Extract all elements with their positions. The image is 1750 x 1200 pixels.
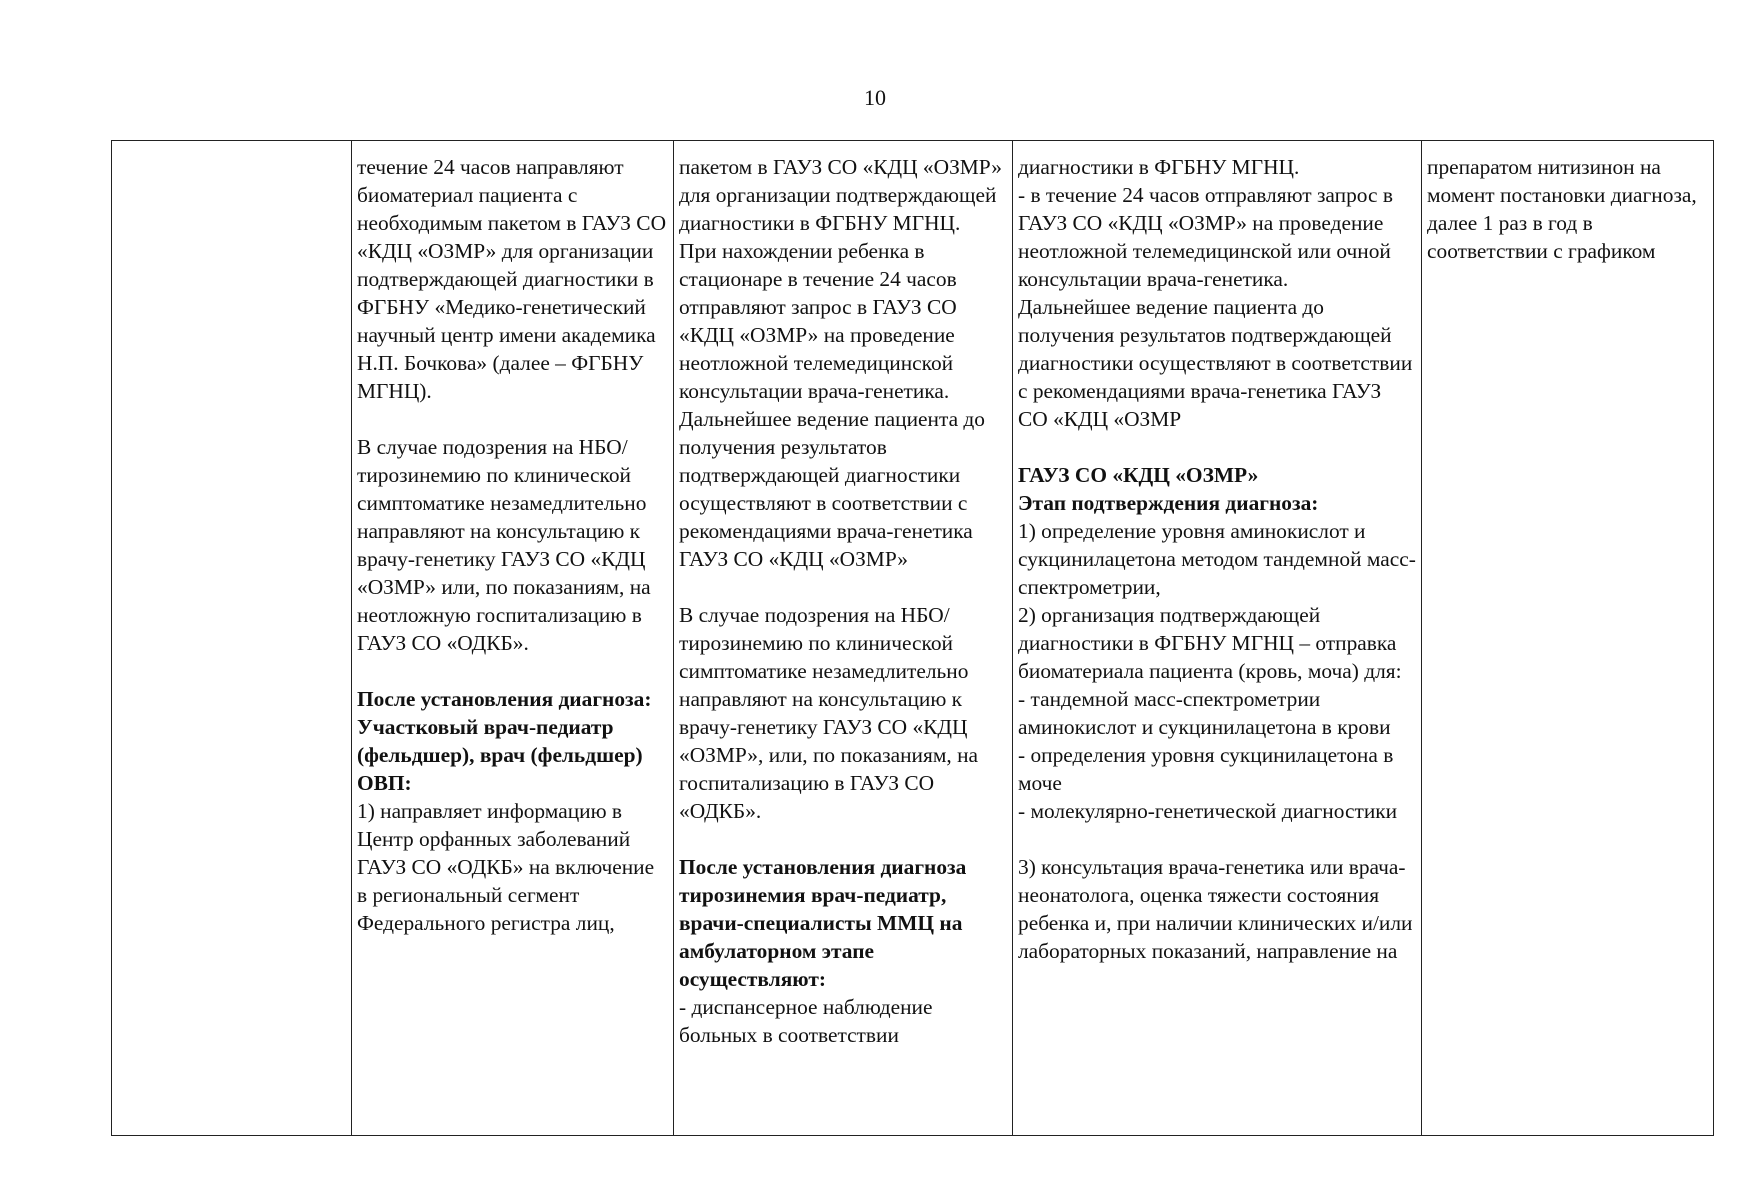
bold-heading: После установления диагноза тирозинемия врач-педиатр, врачи-специалисты ММЦ на амбулаторном этапе осуществляют:: [679, 855, 972, 991]
table-row: [112, 141, 1714, 1136]
paragraph-text: - диспансерное наблюдение больных в соответствии: [679, 995, 938, 1047]
paragraph-text: 1) определение уровня аминокислот и сукцинилацетона методом тандемной масс-спектрометрии,: [1018, 519, 1416, 599]
paragraph-gap: [1018, 433, 1416, 461]
paragraph-text: В случае подозрения на НБО/тирозинемию по клинической симптоматике незамедлительно направляют на консультацию к врачу-генетику ГАУЗ СО «КДЦ «ОЗМР», или, по показаниям, на госпитализацию в ГАУЗ СО «ОДКБ».: [679, 603, 984, 823]
paragraph-text: - тандемной масс-спектрометрии аминокислот и сукцинилацетона в крови: [1018, 687, 1391, 739]
paragraph-gap: [357, 657, 668, 685]
paragraph-text: - в течение 24 часов отправляют запрос в ГАУЗ СО «КДЦ «ОЗМР» на проведение неотложной телемедицинской или очной консультации врача-генетика.: [1018, 183, 1399, 291]
paragraph-text: препаратом нитизинон на момент постановки диагноза, далее 1 раз в год в соответствии с графиком: [1427, 155, 1703, 263]
paragraph-gap: [679, 573, 1007, 601]
table-cell-5: [1422, 141, 1714, 1136]
bold-heading: Этап подтверждения диагноза:: [1018, 491, 1319, 515]
bold-heading: ГАУЗ СО «КДЦ «ОЗМР»: [1018, 463, 1259, 487]
paragraph-text: 2) организация подтверждающей диагностики в ФГБНУ МГНЦ – отправка биоматериала пациента (кровь, моча) для:: [1018, 603, 1402, 683]
paragraph-text: пакетом в ГАУЗ СО «КДЦ «ОЗМР» для организации подтверждающей диагностики в ФГБНУ МГНЦ.: [679, 155, 1008, 235]
paragraph-text: 1) направляет информацию в Центр орфанных заболеваний ГАУЗ СО «ОДКБ» на включение в региональный сегмент Федерального регистра лиц,: [357, 799, 660, 935]
table-cell-4: [1013, 141, 1422, 1136]
paragraph-text: Дальнейшее ведение пациента до получения результатов подтверждающей диагностики осуществляют в соответствии с рекомендациями врача-генетика ГАУЗ СО «КДЦ «ОЗМР: [1018, 295, 1418, 431]
paragraph-text: Дальнейшее ведение пациента до получения результатов подтверждающей диагностики осуществляют в соответствии с рекомендациями врача-генетика ГАУЗ СО «КДЦ «ОЗМР»: [679, 407, 991, 571]
paragraph-text: В случае подозрения на НБО/тирозинемию по клинической симптоматике незамедлительно направляют на консультацию к врачу-генетику ГАУЗ СО «КДЦ «ОЗМР» или, по показаниям, на неотложную госпитализацию в ГАУЗ СО «ОДКБ».: [357, 435, 657, 655]
paragraph-text: диагностики в ФГБНУ МГНЦ.: [1018, 155, 1300, 179]
paragraph-text: - определения уровня сукцинилацетона в моче: [1018, 743, 1399, 795]
bold-heading: Участковый врач-педиатр (фельдшер), врач (фельдшер) ОВП:: [357, 715, 648, 795]
table-cell-3: [674, 141, 1013, 1136]
paragraph-text: 3) консультация врача-генетика или врача-неонатолога, оценка тяжести состояния ребенка и, при наличии клинических и/или лабораторных показаний, направление на: [1018, 855, 1418, 963]
paragraph-gap: [1018, 825, 1416, 853]
paragraph-text: течение 24 часов направляют биоматериал пациента с необходимым пакетом в ГАУЗ СО «КДЦ «ОЗМР» для организации подтверждающей диагностики в ФГБНУ «Медико-генетический научный центр имени академика Н.П. Бочкова» (далее – ФГБНУ МГНЦ).: [357, 155, 672, 403]
paragraph-text: - молекулярно-генетической диагностики: [1018, 799, 1398, 823]
paragraph-gap: [679, 825, 1007, 853]
table-cell-1: [112, 141, 352, 1136]
bold-heading: После установления диагноза:: [357, 687, 652, 711]
page-number: 10: [864, 85, 886, 110]
paragraph-text: При нахождении ребенка в стационаре в течение 24 часов отправляют запрос в ГАУЗ СО «КДЦ «ОЗМР» на проведение неотложной телемедицинской консультации врача-генетика.: [679, 239, 963, 403]
document-table: [111, 140, 1714, 1136]
paragraph-gap: [357, 405, 668, 433]
table-cell-2: [352, 141, 674, 1136]
